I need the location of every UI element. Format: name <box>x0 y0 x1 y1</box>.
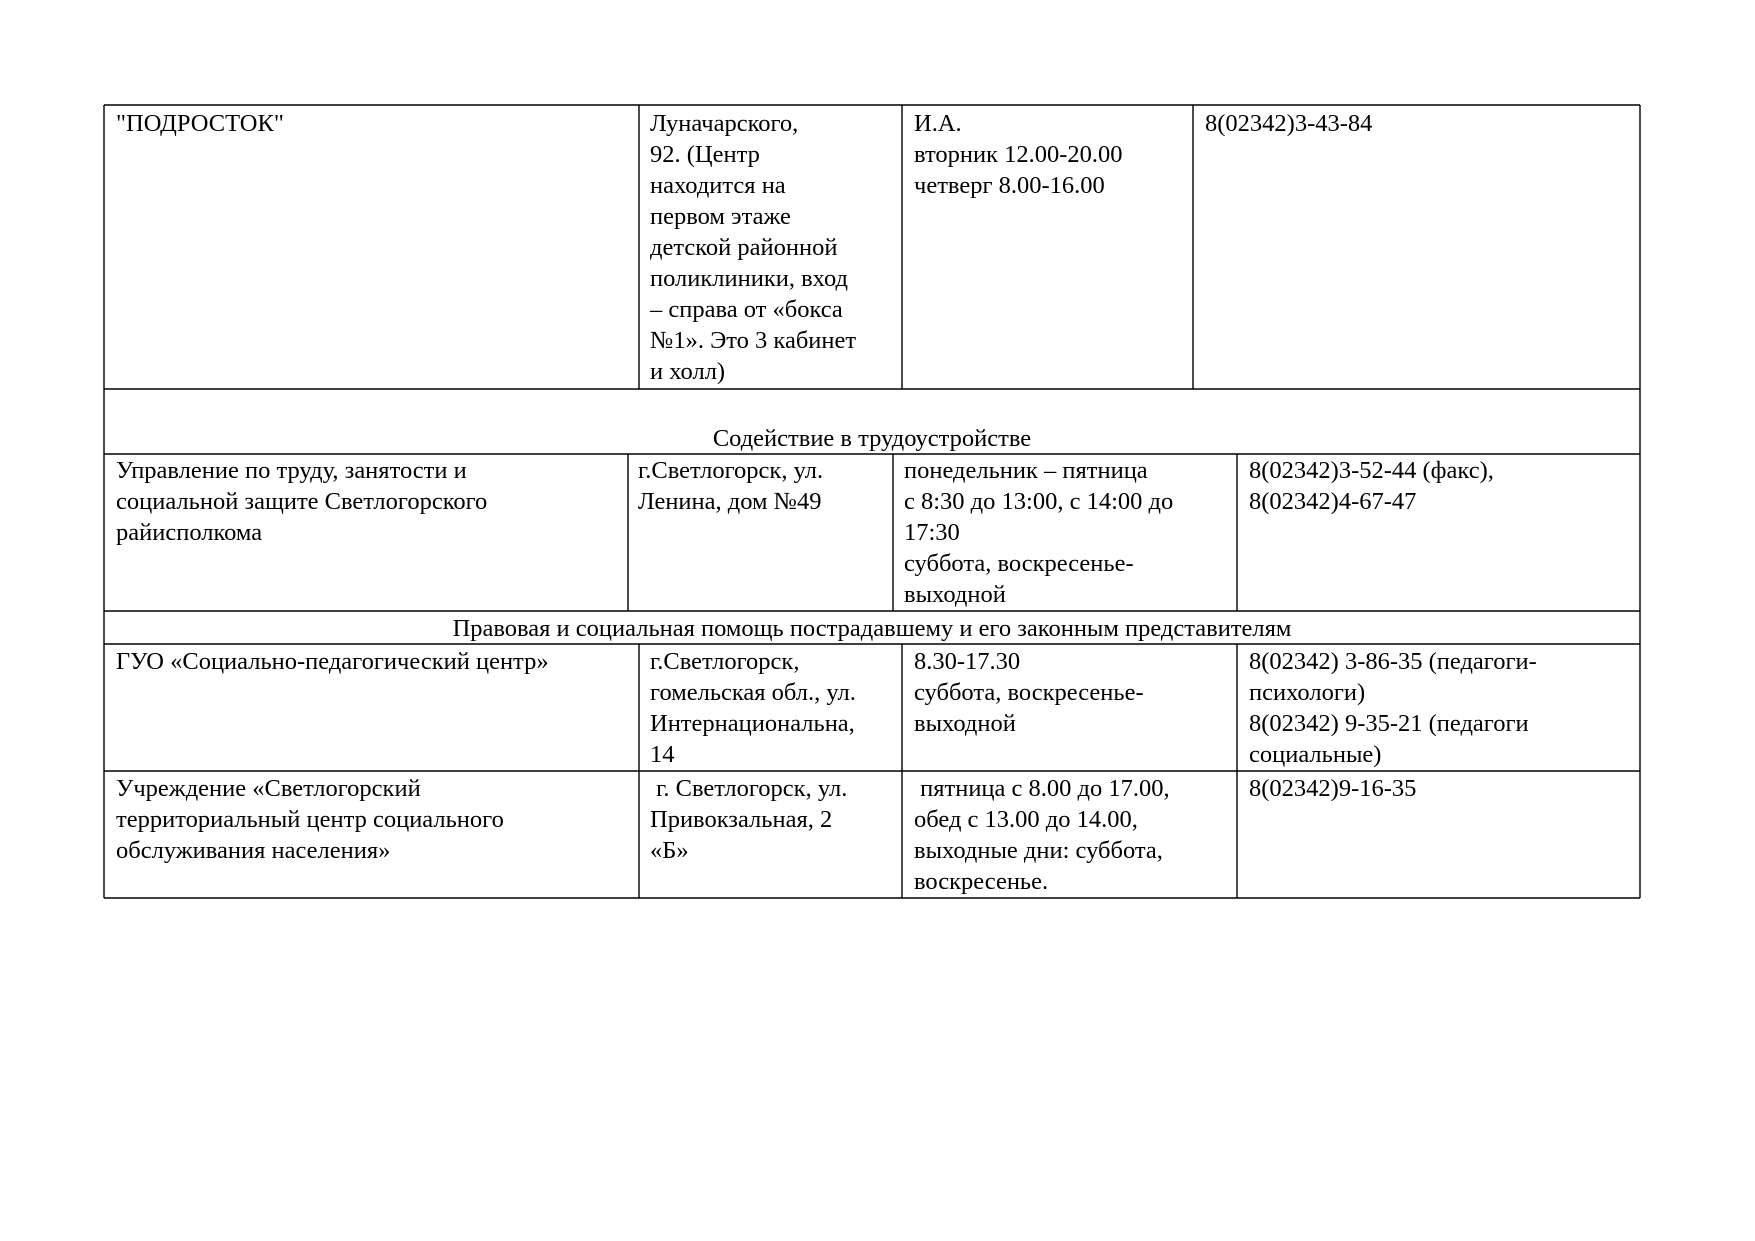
labor-department-address-cell: г.Светлогорск, ул. Ленина, дом №49 <box>638 457 824 515</box>
social-center-name-cell: ГУО «Социально-педагогический центр» <box>116 648 549 675</box>
labor-department-schedule-cell: понедельник – пятница с 8:30 до 13:00, с 14:00 до 17:30 суббота, воскресенье- выходной <box>904 457 1174 608</box>
territorial-center-name-cell: Учреждение «Светлогорский территориальный центр социального обслуживания населения» <box>116 775 504 864</box>
podrostok-schedule-cell: И.А. вторник 12.00-20.00 четверг 8.00-16.00 <box>914 110 1123 199</box>
section-legal-aid-title: Правовая и социальная помощь пострадавшему и его законным представителям <box>452 615 1292 642</box>
social-center-schedule-cell: 8.30-17.30 суббота, воскресенье- выходной <box>914 648 1144 737</box>
territorial-center-phone-cell: 8(02342)9-16-35 <box>1249 775 1417 802</box>
territorial-center-address-cell: г. Светлогорск, ул. Привокзальная, 2 «Б» <box>650 775 848 864</box>
podrostok-phone-cell: 8(02342)3-43-84 <box>1205 110 1373 137</box>
section-employment-title: Содействие в трудоустройстве <box>712 425 1032 452</box>
social-center-address-cell: г.Светлогорск, гомельская обл., ул. Интернациональна, 14 <box>650 648 856 768</box>
podrostok-address-cell: Луначарского, 92. (Центр находится на первом этаже детской районной поликлиники, вход – справа от «бокса №1». Это 3 кабинет и холл) <box>650 110 857 385</box>
territorial-center-schedule-cell: пятница с 8.00 до 17.00, обед с 13.00 до 14.00, выходные дни: суббота, воскресенье. <box>914 775 1170 895</box>
labor-department-name-cell: Управление по труду, занятости и социальной защите Светлогорского райисполкома <box>116 457 488 546</box>
labor-department-phone-cell: 8(02342)3-52-44 (факс), 8(02342)4-67-47 <box>1249 457 1494 515</box>
social-center-phone-cell: 8(02342) 3-86-35 (педагоги- психологи) 8(02342) 9-35-21 (педагоги социальные) <box>1249 648 1537 768</box>
podrostok-name-cell: "ПОДРОСТОК" <box>116 110 284 137</box>
